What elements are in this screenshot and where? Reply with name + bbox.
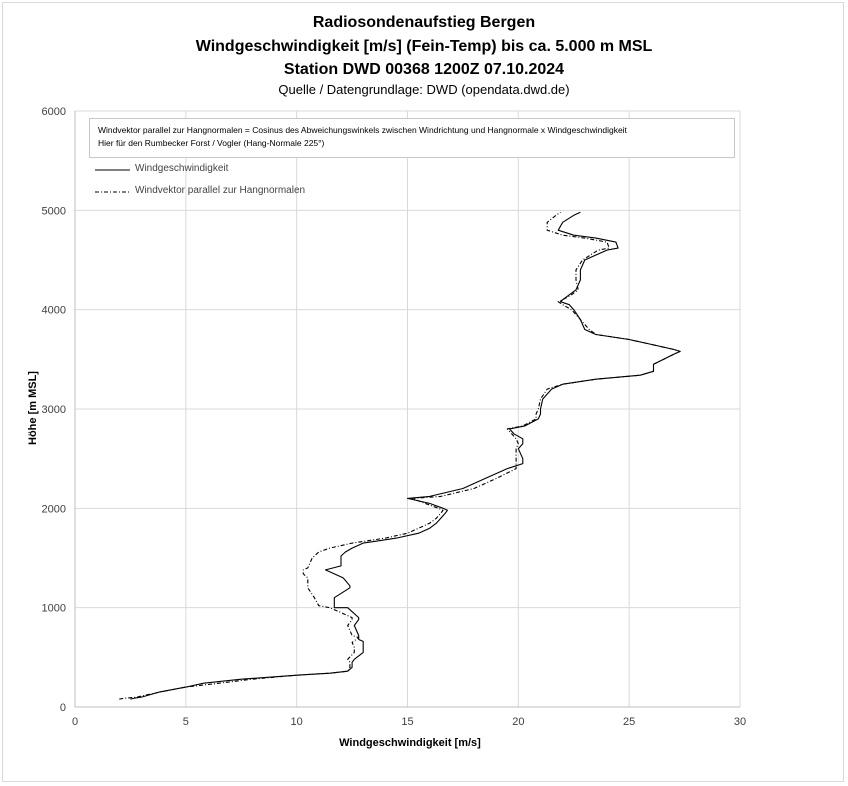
y-tick-label: 1000	[41, 602, 66, 615]
x-tick-label: 5	[182, 716, 189, 728]
series-line-speed	[130, 212, 680, 699]
x-tick-label: 15	[401, 716, 414, 728]
x-tick-label: 0	[71, 716, 79, 728]
chart-source: Quelle / Datengrundlage: DWD (opendata.dwd.de)	[278, 82, 570, 97]
y-tick-label: 5000	[41, 205, 66, 218]
legend-label-speed: Windgeschwindigkeit	[135, 163, 229, 174]
annotation-line-1: Windvektor parallel zur Hangnormalen = Cosinus des Abweichungswinkels zwischen Windrichtung und Hangnormale x Windgeschwindigkeit	[98, 125, 627, 135]
chart-title: Radiosondenaufstieg Bergen	[312, 14, 536, 31]
chart-subtitle: Windgeschwindigkeit [m/s] (Fein-Temp) bis ca. 5.000 m MSL	[195, 38, 653, 55]
y-tick-label: 6000	[41, 106, 66, 118]
x-tick-label: 25	[623, 716, 636, 728]
x-tick-label: 20	[512, 716, 525, 728]
series-line-parallel	[119, 212, 680, 699]
chart-station: Station DWD 00368 1200Z 07.10.2024	[283, 61, 565, 78]
x-tick-label: 10	[290, 716, 303, 728]
x-axis-label: Windgeschwindigkeit [m/s]	[339, 737, 481, 749]
y-tick-label: 2000	[41, 503, 66, 516]
annotation-box	[89, 118, 735, 158]
y-tick-label: 4000	[41, 304, 66, 317]
y-tick-label: 3000	[41, 404, 66, 416]
annotation-line-2: Hier für den Rumbecker Forst / Vogler (Hang-Normale 225°)	[98, 138, 325, 148]
legend-label-parallel: Windvektor parallel zur Hangnormalen	[135, 185, 306, 196]
y-axis-label: Höhe [m MSL]	[27, 371, 39, 445]
x-tick-label: 30	[733, 716, 747, 728]
y-tick-label: 0	[59, 702, 66, 714]
